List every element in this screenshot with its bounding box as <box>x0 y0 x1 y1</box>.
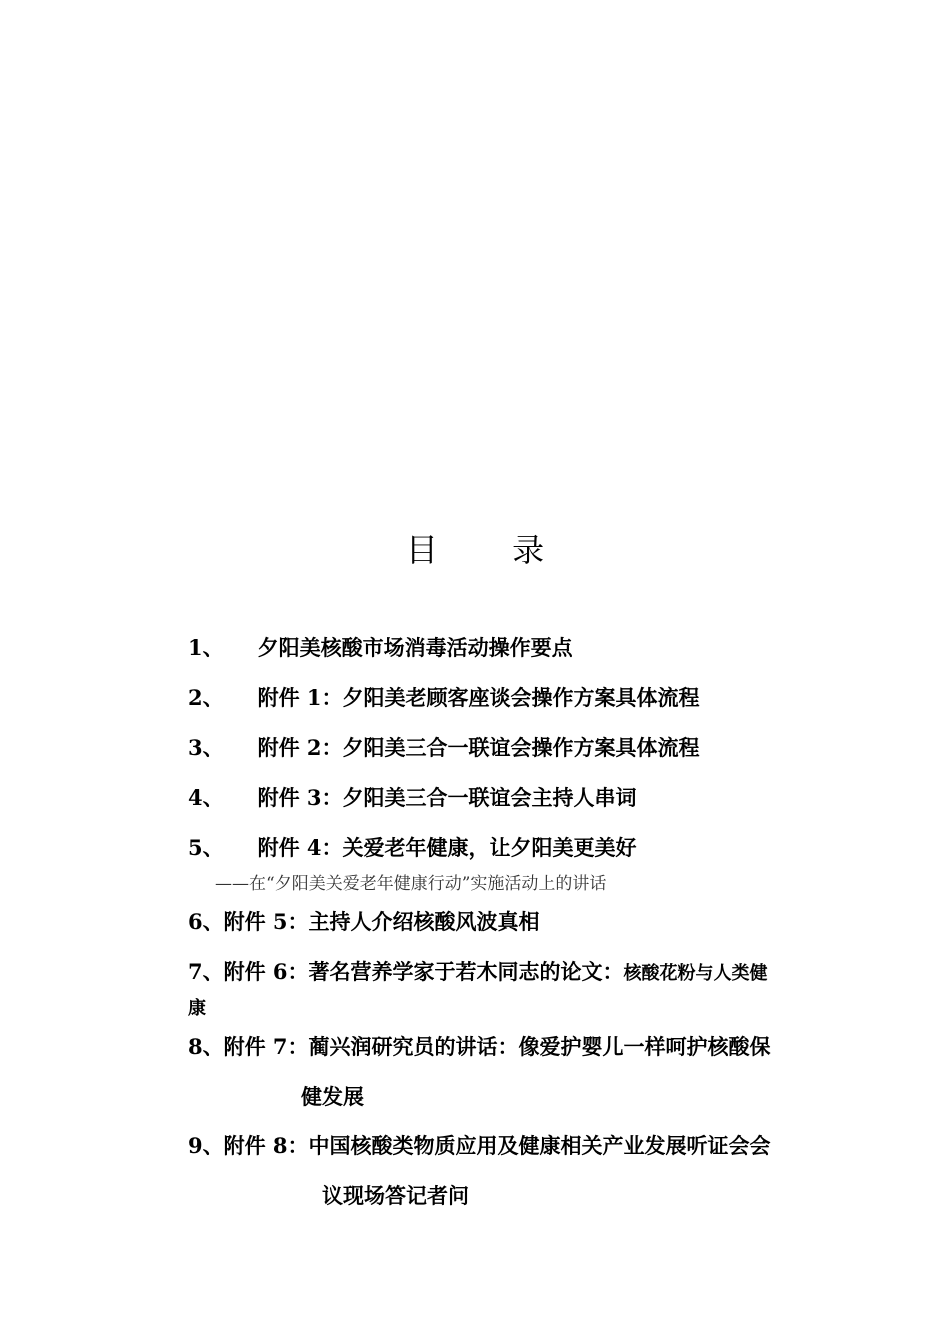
toc-item-text: 附件 4：关爱老年健康，让夕阳美更美好 <box>257 835 637 860</box>
toc-item-text: 附件 6：著名营养学家于若木同志的论文： <box>223 959 624 984</box>
toc-item-5-subtitle: ——在“夕阳美关爱老年健康行动”实施活动上的讲话 <box>215 874 607 894</box>
toc-item-1 <box>188 633 573 663</box>
toc-item-text: 附件 5：主持人介绍核酸风波真相 <box>223 909 540 934</box>
toc-item-4 <box>188 783 637 813</box>
toc-item-text: 附件 7：蔺兴润研究员的讲话：像爱护婴儿一样呵护核酸保 <box>223 1034 771 1059</box>
toc-item-text: 附件 2：夕阳美三合一联谊会操作方案具体流程 <box>257 735 700 760</box>
toc-item-number: 9、 <box>188 1133 224 1158</box>
toc-item-text: 附件 3：夕阳美三合一联谊会主持人串词 <box>257 785 637 810</box>
toc-item-5 <box>188 833 637 863</box>
toc-item-text-small: 核酸花粉与人类健 <box>623 963 768 984</box>
toc-item-7-continuation: 康 <box>188 998 206 1019</box>
toc-item-number: 5、 <box>188 835 224 860</box>
toc-item-number: 8、 <box>188 1034 224 1059</box>
toc-item-number: 1、 <box>188 635 224 660</box>
toc-item-9-continuation: 议现场答记者问 <box>322 1183 469 1208</box>
toc-item-8-continuation: 健发展 <box>301 1084 364 1109</box>
toc-item-3 <box>188 733 700 763</box>
toc-item-9 <box>188 1131 771 1161</box>
toc-item-7 <box>188 957 768 989</box>
toc-item-text: 夕阳美核酸市场消毒活动操作要点 <box>257 635 573 660</box>
toc-title: 目 录 <box>405 531 577 569</box>
toc-item-2 <box>188 683 700 713</box>
toc-item-number: 6、 <box>188 909 224 934</box>
toc-item-6 <box>188 907 540 937</box>
toc-item-number: 4、 <box>188 785 224 810</box>
toc-item-8 <box>188 1032 771 1062</box>
toc-item-number: 2、 <box>188 685 224 710</box>
toc-item-text: 附件 1：夕阳美老顾客座谈会操作方案具体流程 <box>257 685 700 710</box>
toc-item-number: 7、 <box>188 959 224 984</box>
toc-item-text: 附件 8：中国核酸类物质应用及健康相关产业发展听证会会 <box>223 1133 771 1158</box>
toc-item-number: 3、 <box>188 735 224 760</box>
